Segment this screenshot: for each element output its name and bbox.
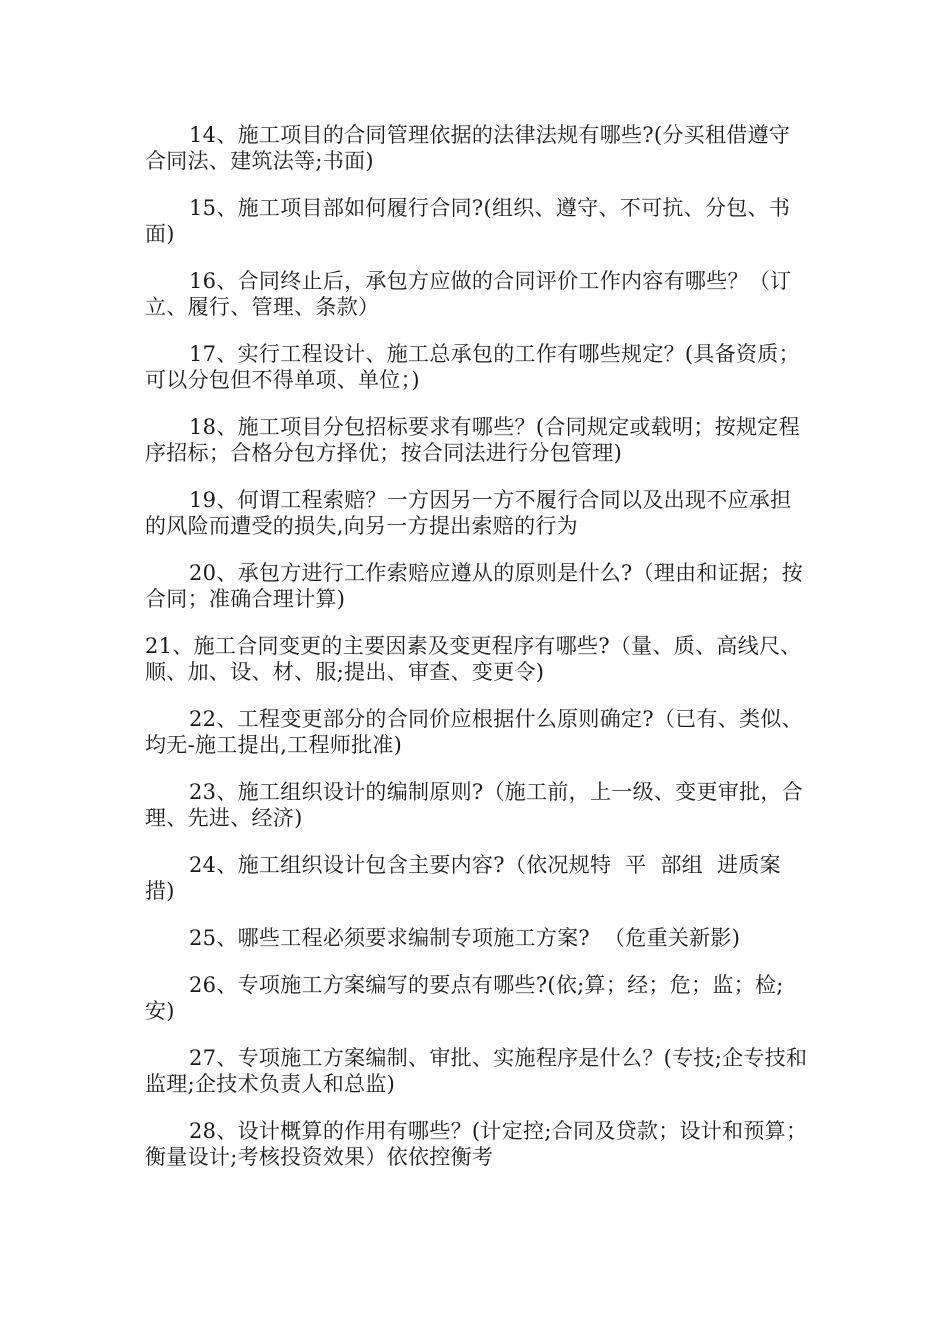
paragraph-q17: 17、实行工程设计、施工总承包的工作有哪些规定？(具备资质；可以分包但不得单项、单位；) [145, 342, 800, 392]
paragraph-q16: 16、合同终止后，承包方应做的合同评价工作内容有哪些？（订立、履行、管理、条款） [145, 269, 792, 319]
paragraph-q26: 26、专项施工方案编写的要点有哪些?(依;算；经；危；监；检;安) [145, 973, 784, 1023]
paragraph-q19: 19、何谓工程索赔？一方因另一方不履行合同以及出现不应承担的风险而遭受的损失,向另一方提出索赔的行为 [145, 488, 792, 538]
document-body [145, 122, 810, 1191]
paragraph-q25: 25、哪些工程必须要求编制专项施工方案? （危重关新影) [189, 926, 741, 950]
paragraph-q23: 23、施工组织设计的编制原则?（施工前，上一级、变更审批，合理、先进、经济) [145, 780, 803, 830]
paragraph-q14: 14、施工项目的合同管理依据的法律法规有哪些?(分买租借遵守合同法、建筑法等;书面) [145, 123, 791, 173]
paragraph-q20: 20、承包方进行工作索赔应遵从的原则是什么?（理由和证据；按合同；准确合理计算) [145, 561, 803, 611]
paragraph-q22: 22、工程变更部分的合同价应根据什么原则确定?（已有、类似、均无-施工提出,工程师批准) [145, 707, 803, 757]
paragraph-q24: 24、施工组织设计包含主要内容?（依况规特 平 部组 进质案措) [145, 853, 781, 903]
paragraph-q27: 27、专项施工方案编制、审批、实施程序是什么？(专技;企专技和监理;企技术负责人和总监) [145, 1046, 808, 1096]
paragraph-q28: 28、设计概算的作用有哪些？(计定控;合同及贷款；设计和预算；衡量设计;考核投资效果）依依控衡考 [145, 1119, 808, 1169]
paragraph-q18: 18、施工项目分包招标要求有哪些？(合同规定或载明；按规定程序招标；合格分包方择优；按合同法进行分包管理) [145, 415, 800, 465]
paragraph-q15: 15、施工项目部如何履行合同?(组织、遵守、不可抗、分包、书面) [145, 196, 791, 246]
paragraph-q21: 21、施工合同变更的主要因素及变更程序有哪些?（量、质、高线尺、顺、加、设、材、服;提出、审查、变更令) [145, 634, 802, 684]
